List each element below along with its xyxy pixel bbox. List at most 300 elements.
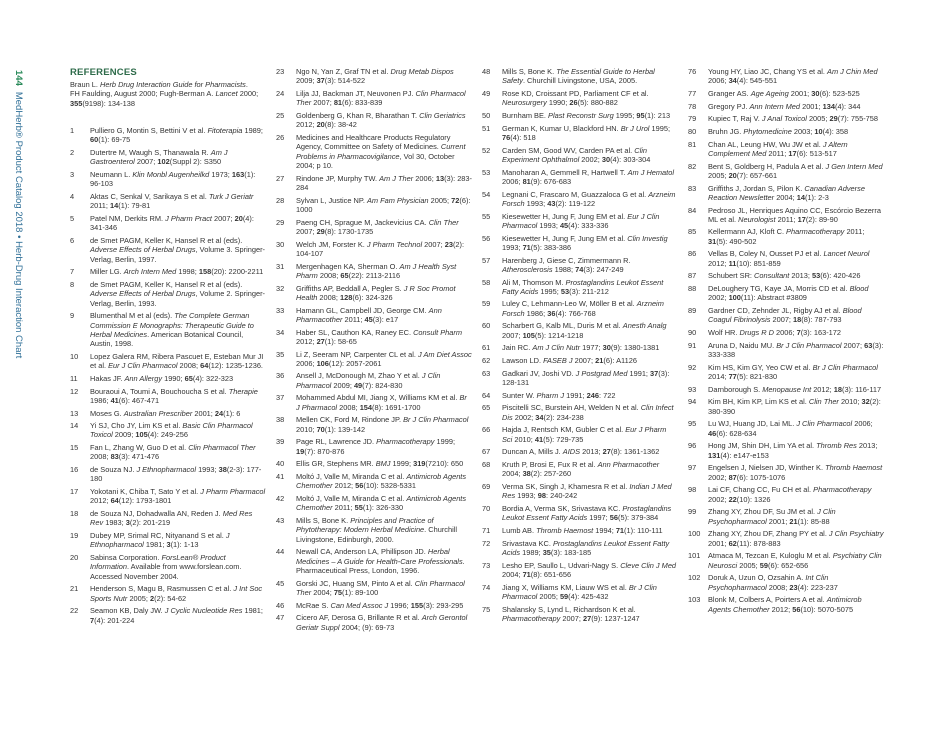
reference-number: 8 [70, 279, 75, 289]
reference-number: 5 [70, 213, 75, 223]
reference-entry [482, 403, 678, 422]
reference-entry [70, 148, 266, 167]
reference-entry [688, 114, 884, 123]
reference-entry [276, 306, 472, 325]
reference-entry [688, 507, 884, 526]
reference-text: Haber SL, Cauthon KA, Raney EC. Consult Pharm 2012; 27(1): 58-65 [296, 327, 462, 346]
reference-entry [482, 124, 678, 143]
reference-number: 23 [276, 67, 285, 76]
reference-text: Mergenhagen KA, Sherman O. Am J Health Syst Pharm 2008; 65(22): 2113-2116 [296, 261, 457, 280]
reference-text: de Smet PAGM, Keller K, Hansel R et al (eds). Adverse Effects of Herbal Drugs, Volume 2. Springer-Verlag, Berlin, 1993. [90, 279, 266, 308]
reference-number: 83 [688, 183, 697, 193]
reference-text: Ngo N, Yan Z, Graf TN et al. Drug Metab Dispos 2009; 37(3): 514-522 [296, 67, 454, 86]
reference-number: 67 [482, 447, 491, 457]
reference-number: 36 [276, 371, 285, 381]
reference-number: 29 [276, 217, 285, 227]
reference-number: 17 [70, 487, 79, 497]
reference-number: 22 [70, 606, 79, 616]
reference-entry [276, 494, 472, 513]
reference-number: 52 [482, 145, 491, 155]
reference-number: 45 [276, 578, 285, 588]
reference-entry [276, 174, 472, 193]
reference-text: Verma SK, Singh J, Khamesra R et al. Indian J Med Res 1993; 98: 240-242 [502, 481, 672, 501]
reference-number: 2 [70, 147, 75, 157]
reference-text: Newall CA, Anderson LA, Phillipson JD. Herbal Medicines – A Guide for Health-Care Professionals. Pharmaceutical Press, London, 1996. [296, 547, 465, 576]
reference-entry [70, 374, 266, 383]
reference-number: 91 [688, 340, 697, 350]
reference-entry [70, 487, 266, 506]
reference-number: 21 [70, 584, 79, 594]
reference-entry [70, 280, 266, 308]
reference-text: de Smet PAGM, Keller K, Hansel R et al (eds). Adverse Effects of Herbal Drugs, Volume 3. Springer-Verlag, Berlin, 1997. [90, 235, 266, 264]
intro-line: Braun L. Herb Drug Interaction Guide for Pharmacists. [70, 80, 248, 89]
reference-number: 18 [70, 509, 79, 519]
reference-text: Piscitelli SC, Burstein AH, Welden N et al. Clin Infect Dis 2002; 34(2): 234-238 [502, 403, 674, 422]
reference-entry [688, 89, 884, 98]
reference-text: Moses G. Australian Prescriber 2001; 24(1): 6 [90, 408, 241, 418]
reference-entry [482, 583, 678, 602]
reference-entry [70, 126, 266, 145]
references-column-2 [276, 67, 472, 635]
reference-number: 11 [70, 373, 78, 383]
reference-entry [70, 509, 266, 528]
reference-entry [482, 111, 678, 120]
reference-text: Granger AS. Age Ageing 2001; 30(6): 523-525 [708, 88, 860, 98]
reference-entry [276, 328, 472, 347]
intro-line: FH Faulding, August 2000; Fugh-Berman A. Lancet 2000; [70, 89, 259, 99]
reference-text: Pulliero G, Montin S, Bettini V et al. Fitoterapia 1989; 60(1): 69-75 [90, 126, 263, 145]
reference-number: 98 [688, 485, 697, 495]
reference-text: DeLoughery TG, Kaye JA, Morris CD et al. Blood 2002; 100(11): Abstract #3809 [708, 284, 869, 303]
reference-number: 61 [482, 343, 491, 353]
reference-text: Darnborough S. Menopause Int 2012; 18(3): 116-117 [708, 384, 882, 394]
reference-entry [688, 284, 884, 303]
reference-entry [482, 504, 678, 523]
reference-number: 16 [70, 465, 79, 475]
reference-entry [688, 206, 884, 225]
reference-number: 35 [276, 349, 285, 359]
reference-text: Mellen CK, Ford M, Rindone JP. Br J Clin Pharmacol 2010; 70(1): 139-142 [296, 415, 469, 434]
reference-text: Atmaca M, Tezcan E, Kuloglu M et al. Psychiatry Clin Neurosci 2005; 59(6): 652-656 [708, 551, 882, 570]
reference-text: German K, Kumar U, Blackford HN. Br J Urol 1995; 76(4): 518 [502, 123, 671, 142]
reference-number: 40 [276, 459, 285, 469]
reference-entry [70, 387, 266, 406]
reference-text: Young HY, Liao JC, Chang YS et al. Am J Chin Med 2006; 34(4): 545-551 [708, 67, 878, 86]
reference-text: Gadkari JV, Joshi VD. J Postgrad Med 1991; 37(3): 128-131 [502, 368, 670, 388]
reference-text: Burnham BE. Plast Reconstr Surg 1995; 95(1): 213 [502, 110, 671, 120]
reference-entry [482, 482, 678, 501]
reference-entry [70, 311, 266, 348]
reference-entry [482, 168, 678, 187]
reference-number: 50 [482, 110, 491, 120]
reference-number: 84 [688, 205, 697, 215]
reference-number: 43 [276, 516, 285, 526]
reference-text: Griffiths J, Jordan S, Pilon K. Canadian Adverse Reaction Newsletter 2004; 14(1): 2-3 [708, 183, 865, 202]
reference-text: Page RL, Lawrence JD. Pharmacotherapy 1999; 19(7): 870-876 [296, 437, 456, 456]
reference-entry [688, 249, 884, 268]
reference-number: 30 [276, 239, 285, 249]
reference-number: 7 [70, 267, 75, 277]
reference-text: Duncan A, Mills J. AIDS 2013; 27(8): 1361-1362 [502, 447, 660, 457]
reference-text: Aktas C, Senkal V, Sarikaya S et al. Turk J Geriatr 2011; 14(1): 79-81 [90, 191, 254, 211]
reference-entry [70, 584, 266, 603]
reference-entry [688, 328, 884, 337]
reference-number: 77 [688, 88, 697, 98]
intro-line: 355(9198): 134-138 [70, 98, 135, 108]
reference-number: 79 [688, 114, 697, 124]
reference-text: Sylvan L, Justice NP. Am Fam Physician 2005; 72(6): 1000 [296, 195, 471, 214]
reference-number: 56 [482, 233, 491, 243]
reference-number: 58 [482, 277, 491, 287]
reference-text: Ali M, Thomson M. Prostaglandins Leukot Essent Fatty Acids 1995; 53(3): 211-212 [502, 277, 664, 296]
reference-number: 78 [688, 101, 697, 111]
reference-entry [276, 89, 472, 108]
reference-number: 70 [482, 503, 491, 513]
reference-number: 4 [70, 191, 75, 201]
reference-text: Hong JM, Shin DH, Lim YA et al. Thromb Res 2013; 131(4): e147-e153 [708, 441, 878, 460]
reference-number: 103 [688, 595, 701, 605]
reference-number: 57 [482, 255, 491, 265]
reference-text: McRae S. Can Med Assoc J 1996; 155(3): 293-295 [296, 600, 464, 610]
reference-text: Sabinsa Corporation. ForsLean® Product Information. Available from www.forslean.com. Accessed November 2004. [90, 553, 242, 581]
reference-entry [276, 111, 472, 130]
reference-number: 90 [688, 328, 697, 338]
reference-text: Hakas JF. Ann Allergy 1990; 65(4): 322-323 [90, 373, 234, 383]
reference-text: Aruna D, Naidu MU. Br J Clin Pharmacol 2007; 63(3): 333-338 [708, 340, 884, 360]
reference-number: 54 [482, 189, 491, 199]
reference-entry [276, 67, 472, 86]
reference-text: Yi SJ, Cho JY, Lim KS et al. Basic Clin Pharmacol Toxicol 2009; 105(4): 249-256 [90, 421, 253, 440]
reference-number: 95 [688, 419, 697, 429]
reference-entry [482, 447, 678, 456]
reference-number: 74 [482, 582, 491, 592]
references-intro [70, 80, 265, 108]
reference-entry [276, 459, 472, 468]
reference-text: Neumann L. Klin Monbl Augenheilkd 1973; 163(1): 96-103 [90, 169, 256, 189]
reference-entry [688, 271, 884, 280]
reference-number: 80 [688, 126, 697, 136]
reference-entry [276, 415, 472, 434]
reference-entry [482, 425, 678, 444]
reference-text: Cicero AF, Derosa G, Brillante R et al. Arch Gerontol Geriatr Suppl 2004; (9): 69-73 [296, 613, 468, 632]
reference-text: Luley C, Lehmann-Leo W, Möller B et al. Arzneim Forsch 1986; 36(4): 766-768 [502, 299, 664, 318]
reference-entry [482, 190, 678, 209]
reference-text: Li Z, Seeram NP, Carpenter CL et al. J Am Diet Assoc 2006; 106(12): 2057-2061 [296, 349, 472, 368]
reference-text: Bruhn JG. Phytomedicine 2003; 10(4): 358 [708, 126, 849, 136]
reference-text: Doruk A, Uzun O, Ozsahin A. Int Clin Psychopharmacol 2008; 23(4): 223-237 [708, 573, 838, 592]
page-number: 144 [13, 70, 24, 86]
reference-text: Bent S, Goldberg H, Padula A et al. J Gen Intern Med 2005; 20(7): 657-661 [708, 161, 883, 180]
reference-text: Harenberg J, Giese C, Zimmermann R. Atherosclerosis 1988; 74(3): 247-249 [502, 255, 631, 274]
reference-text: Dutertre M, Waugh S, Thanawala R. Am J Gastroenterol 2007; 102(Suppl 2): S350 [90, 147, 228, 167]
reference-entry [688, 341, 884, 360]
reference-text: Kim HS, Kim GY, Yeo CW et al. Br J Clin Pharmacol 2014; 77(5): 821-830 [708, 362, 878, 382]
reference-entry [70, 236, 266, 264]
reference-number: 86 [688, 249, 697, 259]
reference-number: 13 [70, 408, 79, 418]
reference-entry [482, 356, 678, 365]
reference-entry [276, 240, 472, 259]
reference-entry [70, 192, 266, 211]
reference-text: Bouraoui A, Toumi A, Bouchoucha S et al. Therapie 1986; 41(6): 467-471 [90, 386, 258, 405]
reference-number: 9 [70, 311, 75, 321]
reference-text: Kiesewetter H, Jung F, Jung EM et al. Eur J Clin Pharmacol 1993; 45(4): 333-336 [502, 211, 660, 230]
reference-entry [688, 463, 884, 482]
reference-number: 20 [70, 553, 79, 563]
reference-text: Pedroso JL, Henriques Aquino CC, Escórcio Bezerra ML et al. Neurologist 2011; 17(2): 89-90 [708, 205, 881, 224]
reference-number: 60 [482, 321, 491, 331]
reference-number: 63 [482, 368, 491, 378]
reference-text: Hamann GL, Campbell JD, George CM. Ann Pharmacother 2011; 45(3): e17 [296, 305, 442, 324]
reference-number: 3 [70, 169, 75, 179]
reference-entry [276, 393, 472, 412]
reference-text: Shalansky S, Lynd L, Richardson K et al. Pharmacotherapy 2007; 27(9): 1237-1247 [502, 604, 640, 623]
reference-number: 64 [482, 390, 491, 400]
reference-number: 14 [70, 421, 79, 431]
reference-text: Mills S, Bone K. Principles and Practice of Phytotherapy: Modern Herbal Medicine. Churchill Livingstone, Edinburgh, 2000. [296, 516, 458, 544]
reference-entry [482, 391, 678, 400]
reference-text: Kupiec T, Raj V. J Anal Toxicol 2005; 29(7): 755-758 [708, 114, 878, 124]
reference-text: Kruth P, Brosi E, Fux R et al. Ann Pharmacother 2004; 38(2): 257-260 [502, 459, 660, 479]
reference-number: 68 [482, 459, 491, 469]
reference-text: Ansell J, McDonough M, Zhao Y et al. J Clin Pharmacol 2009; 49(7): 824-830 [296, 371, 441, 390]
reference-text: Wolf HR. Drugs R D 2006; 7(3): 163-172 [708, 328, 841, 338]
reference-number: 37 [276, 393, 285, 403]
reference-number: 59 [482, 299, 491, 309]
reference-entry [276, 350, 472, 369]
reference-entry [688, 397, 884, 416]
reference-number: 62 [482, 356, 491, 366]
reference-number: 47 [276, 613, 285, 623]
reference-text: Mills S, Bone K. The Essential Guide to Herbal Safety. Churchill Livingstone, USA, 2005. [502, 67, 655, 86]
reference-number: 49 [482, 88, 491, 98]
reference-entry [482, 321, 678, 340]
reference-entry [688, 595, 884, 614]
reference-text: Jain RC. Am J Clin Nutr 1977; 30(9): 1380-1381 [502, 343, 660, 353]
reference-text: Gregory PJ. Ann Intern Med 2001; 134(4): 344 [708, 101, 861, 111]
reference-number: 44 [276, 547, 285, 557]
reference-entry [70, 267, 266, 276]
reference-text: Gardner CD, Zehnder JL, Rigby AJ et al. Blood Coagul Fibrinolysis 2007; 18(8): 787-793 [708, 306, 862, 325]
reference-entry [482, 89, 678, 108]
reference-text: de Souza NJ. J Ethnopharmacol 1993; 38(2-3): 177-180 [90, 465, 262, 484]
reference-number: 53 [482, 167, 491, 177]
reference-text: Carden SM, Good WV, Carden PA et al. Clin Experiment Ophthalmol 2002; 30(4): 303-304 [502, 145, 651, 164]
reference-number: 25 [276, 110, 285, 120]
reference-number: 65 [482, 403, 491, 413]
reference-number: 19 [70, 531, 79, 541]
reference-text: Miller LG. Arch Intern Med 1998; 158(20): 2200-2211 [90, 267, 264, 277]
reference-text: Welch JM, Forster K. J Pharm Technol 2007; 23(2): 104-107 [296, 239, 465, 258]
reference-text: Kiesewetter H, Jung F, Jung EM et al. Clin Investig 1993; 71(5): 383-386 [502, 233, 668, 252]
reference-number: 32 [276, 283, 285, 293]
reference-number: 97 [688, 463, 697, 473]
reference-entry [482, 299, 678, 318]
reference-text: Lopez Galera RM, Ribera Pascuet E, Esteban Mur JI et al. Eur J Clin Pharmacol 2008; 64(12): 1235-1236. [90, 351, 264, 371]
reference-number: 87 [688, 271, 697, 281]
reference-text: Zhang XY, Zhou DF, Su JM et al. J Clin Psychopharmacol 2001; 21(1): 85-88 [708, 507, 836, 526]
reference-text: Rindone JP, Murphy TW. Am J Ther 2006; 13(3): 283-284 [296, 173, 472, 192]
reference-text: Jiang X, Williams KM, Liauw WS et al. Br J Clin Pharmacol 2005; 59(4): 425-432 [502, 582, 657, 601]
reference-number: 51 [482, 123, 491, 133]
reference-entry [70, 531, 266, 550]
reference-entry [482, 526, 678, 535]
reference-text: Blonk M, Colbers A, Poirters A et al. Antimicrob Agents Chemother 2012; 56(10): 5070-5075 [708, 595, 862, 614]
running-title: MedHerb® Product Catalog 2018 • Herb-Drug Interaction Chart [13, 91, 24, 359]
reference-entry [482, 460, 678, 479]
reference-number: 41 [276, 472, 285, 482]
references-heading: REFERENCES [70, 67, 137, 78]
reference-entry [482, 369, 678, 388]
reference-number: 92 [688, 362, 697, 372]
reference-entry [688, 441, 884, 460]
reference-entry [276, 547, 472, 575]
reference-text: Lu WJ, Huang JD, Lai ML. J Clin Pharmacol 2006; 46(6): 628-634 [708, 419, 873, 438]
reference-text: Rose KD, Croissant PD, Parliament CF et al. Neurosurgery 1990; 26(5): 880-882 [502, 88, 649, 108]
reference-number: 6 [70, 235, 75, 245]
reference-text: Goldenberg G, Khan R, Bharathan T. Clin Geriatrics 2012; 20(8): 38-42 [296, 110, 466, 130]
reference-entry [70, 465, 266, 484]
reference-number: 75 [482, 604, 491, 614]
reference-text: Lumb AB. Thromb Haemost 1994; 71(1): 110-111 [502, 525, 663, 535]
reference-text: Patel NM, Derkits RM. J Pharm Pract 2007; 20(4): 341-346 [90, 213, 254, 233]
reference-entry [688, 573, 884, 592]
reference-entry [276, 133, 472, 170]
reference-text: Zhang XY, Zhou DF, Zhang PY et al. J Clin Psychiatry 2001; 62(11): 878-883 [708, 529, 884, 548]
reference-entry [482, 561, 678, 580]
reference-number: 33 [276, 305, 285, 315]
reference-number: 99 [688, 507, 697, 517]
reference-number: 26 [276, 132, 285, 142]
reference-text: Hajda J, Rentsch KM, Gubler C et al. Eur J Pharm Sci 2010; 41(5): 729-735 [502, 425, 667, 444]
reference-entry [482, 146, 678, 165]
reference-number: 81 [688, 139, 697, 149]
reference-number: 94 [688, 397, 697, 407]
reference-number: 38 [276, 415, 285, 425]
reference-text: Kellermann AJ, Kloft C. Pharmacotherapy 2011; 31(5): 490-502 [708, 227, 865, 246]
side-running-title [11, 70, 25, 530]
reference-number: 76 [688, 67, 697, 76]
reference-number: 28 [276, 195, 285, 205]
reference-number: 10 [70, 351, 79, 361]
reference-entry [276, 284, 472, 303]
reference-entry [482, 343, 678, 352]
references-column-3 [482, 67, 678, 627]
reference-text: Bordia A, Verma SK, Srivastava KC. Prostaglandins Leukot Essent Fatty Acids 1997; 56(5): 379-384 [502, 503, 672, 523]
reference-number: 55 [482, 211, 491, 221]
reference-text: Moltó J, Valle M, Miranda C et al. Antimicrob Agents Chemother 2011; 55(1): 326-330 [296, 494, 467, 513]
reference-number: 24 [276, 88, 285, 98]
reference-number: 1 [70, 126, 75, 135]
reference-text: Schubert SR: Consultant 2013; 53(6): 420-426 [708, 271, 861, 281]
reference-text: Mohammed Abdul MI, Jiang X, Williams KM et al. Br J Pharmacol 2008; 154(8): 1691-1700 [296, 393, 467, 412]
reference-text: Chan AL, Leung HW, Wu JW et al. J Altern Complement Med 2011; 17(6): 513-517 [708, 139, 848, 158]
reference-entry [688, 227, 884, 246]
reference-number: 89 [688, 306, 697, 316]
reference-text: Sunter W. Pharm J 1991; 246: 722 [502, 390, 616, 400]
reference-number: 88 [688, 284, 697, 294]
reference-entry [70, 409, 266, 418]
reference-number: 39 [276, 437, 285, 447]
reference-entry [688, 485, 884, 504]
reference-text: Gorski JC, Huang SM, Pinto A et al. Clin Pharmacol Ther 2004; 75(1): 89-100 [296, 578, 465, 598]
reference-text: Legnani C, Frascaro M, Guazzaloca G et al. Arzneim Forsch 1993; 43(2): 119-122 [502, 189, 676, 208]
reference-entry [276, 579, 472, 598]
reference-entry [70, 214, 266, 233]
reference-text: Manoharan A, Gemmell R, Hartwell T. Am J Hematol 2006; 81(9): 676-683 [502, 167, 674, 186]
reference-entry [276, 437, 472, 456]
reference-entry [688, 162, 884, 181]
reference-entry [688, 306, 884, 325]
reference-entry [70, 421, 266, 440]
reference-number: 71 [482, 525, 491, 535]
reference-entry [688, 529, 884, 548]
reference-entry [482, 67, 678, 86]
reference-entry [688, 385, 884, 394]
reference-number: 100 [688, 529, 701, 539]
reference-entry [276, 516, 472, 544]
reference-text: Moltó J, Valle M, Miranda C et al. Antimicrob Agents Chemother 2012; 56(10): 5328-5331 [296, 472, 467, 491]
reference-number: 85 [688, 227, 697, 237]
reference-entry [482, 234, 678, 253]
reference-text: de Souza NJ, Dohadwalla AN, Reden J. Med Res Rev 1983; 3(2): 201-219 [90, 509, 253, 528]
reference-entry [276, 262, 472, 281]
reference-text: Scharbert G, Kalb ML, Duris M et al. Anesth Analg 2007; 105(5): 1214-1218 [502, 321, 667, 340]
reference-entry [482, 212, 678, 231]
reference-number: 46 [276, 600, 285, 610]
reference-text: Lawson LD. FASEB J 2007; 21(6): A1126 [502, 356, 637, 366]
reference-number: 48 [482, 67, 491, 76]
reference-text: Dubey MP, Srimal RC, Nityanand S et al. J Ethnopharmacol 1981; 3(1): 1-13 [90, 531, 230, 550]
references-column-1 [70, 126, 266, 628]
reference-text: Lesho EP, Saullo L, Udvari-Nagy S. Cleve Clin J Med 2004; 71(8): 651-656 [502, 560, 677, 579]
reference-entry [688, 363, 884, 382]
references-column-4 [688, 67, 884, 617]
reference-entry [276, 371, 472, 390]
reference-entry [70, 352, 266, 371]
reference-entry [688, 140, 884, 159]
reference-entry [688, 102, 884, 111]
reference-entry [688, 551, 884, 570]
reference-text: Henderson S, Magu B, Rasmussen C et al. J Int Soc Sports Nutr 2005; 2(2): 54-62 [90, 584, 263, 603]
reference-number: 69 [482, 481, 491, 491]
reference-entry [482, 539, 678, 558]
reference-number: 93 [688, 384, 697, 394]
reference-number: 15 [70, 443, 79, 453]
reference-text: Lai CF, Chang CC, Fu CH et al. Pharmacotherapy 2002; 22(10): 1326 [708, 485, 872, 504]
reference-text: Fan L, Zhang W, Guo D et al. Clin Pharmacol Ther 2008; 83(3): 471-476 [90, 443, 256, 462]
reference-entry [688, 184, 884, 203]
reference-number: 102 [688, 573, 701, 583]
reference-text: Vellas B, Coley N, Ousset PJ et al. Lancet Neurol 2012; 11(10): 851-859 [708, 249, 870, 268]
reference-text: Ellis GR, Stephens MR. BMJ 1999; 319(7210): 650 [296, 459, 464, 469]
reference-entry [688, 419, 884, 438]
reference-text: Engelsen J, Nielsen JD, Winther K. Thromb Haemost 2002; 87(6): 1075-1076 [708, 463, 883, 482]
reference-entry [482, 256, 678, 275]
reference-text: Medicines and Healthcare Products Regulatory Agency, Committee on Safety of Medicines. Current Problems in Pharmacovigilance, Vol 30, October 2004; p 10. [296, 132, 466, 170]
reference-number: 42 [276, 494, 285, 504]
reference-entry [688, 127, 884, 136]
reference-entry [276, 601, 472, 610]
reference-number: 101 [688, 551, 701, 561]
reference-entry [70, 606, 266, 625]
reference-text: Srivastava KC. Prostaglandins Leukot Essent Fatty Acids 1989; 35(3): 183-185 [502, 538, 670, 557]
reference-entry [70, 553, 266, 581]
reference-number: 12 [70, 386, 79, 396]
reference-text: Lilja JJ, Backman JT, Neuvonen PJ. Clin Pharmacol Ther 2007; 81(6): 833-839 [296, 88, 466, 108]
reference-number: 27 [276, 173, 285, 183]
reference-text: Kim BH, Kim KP, Lim KS et al. Clin Ther 2010; 32(2): 380-390 [708, 397, 881, 416]
